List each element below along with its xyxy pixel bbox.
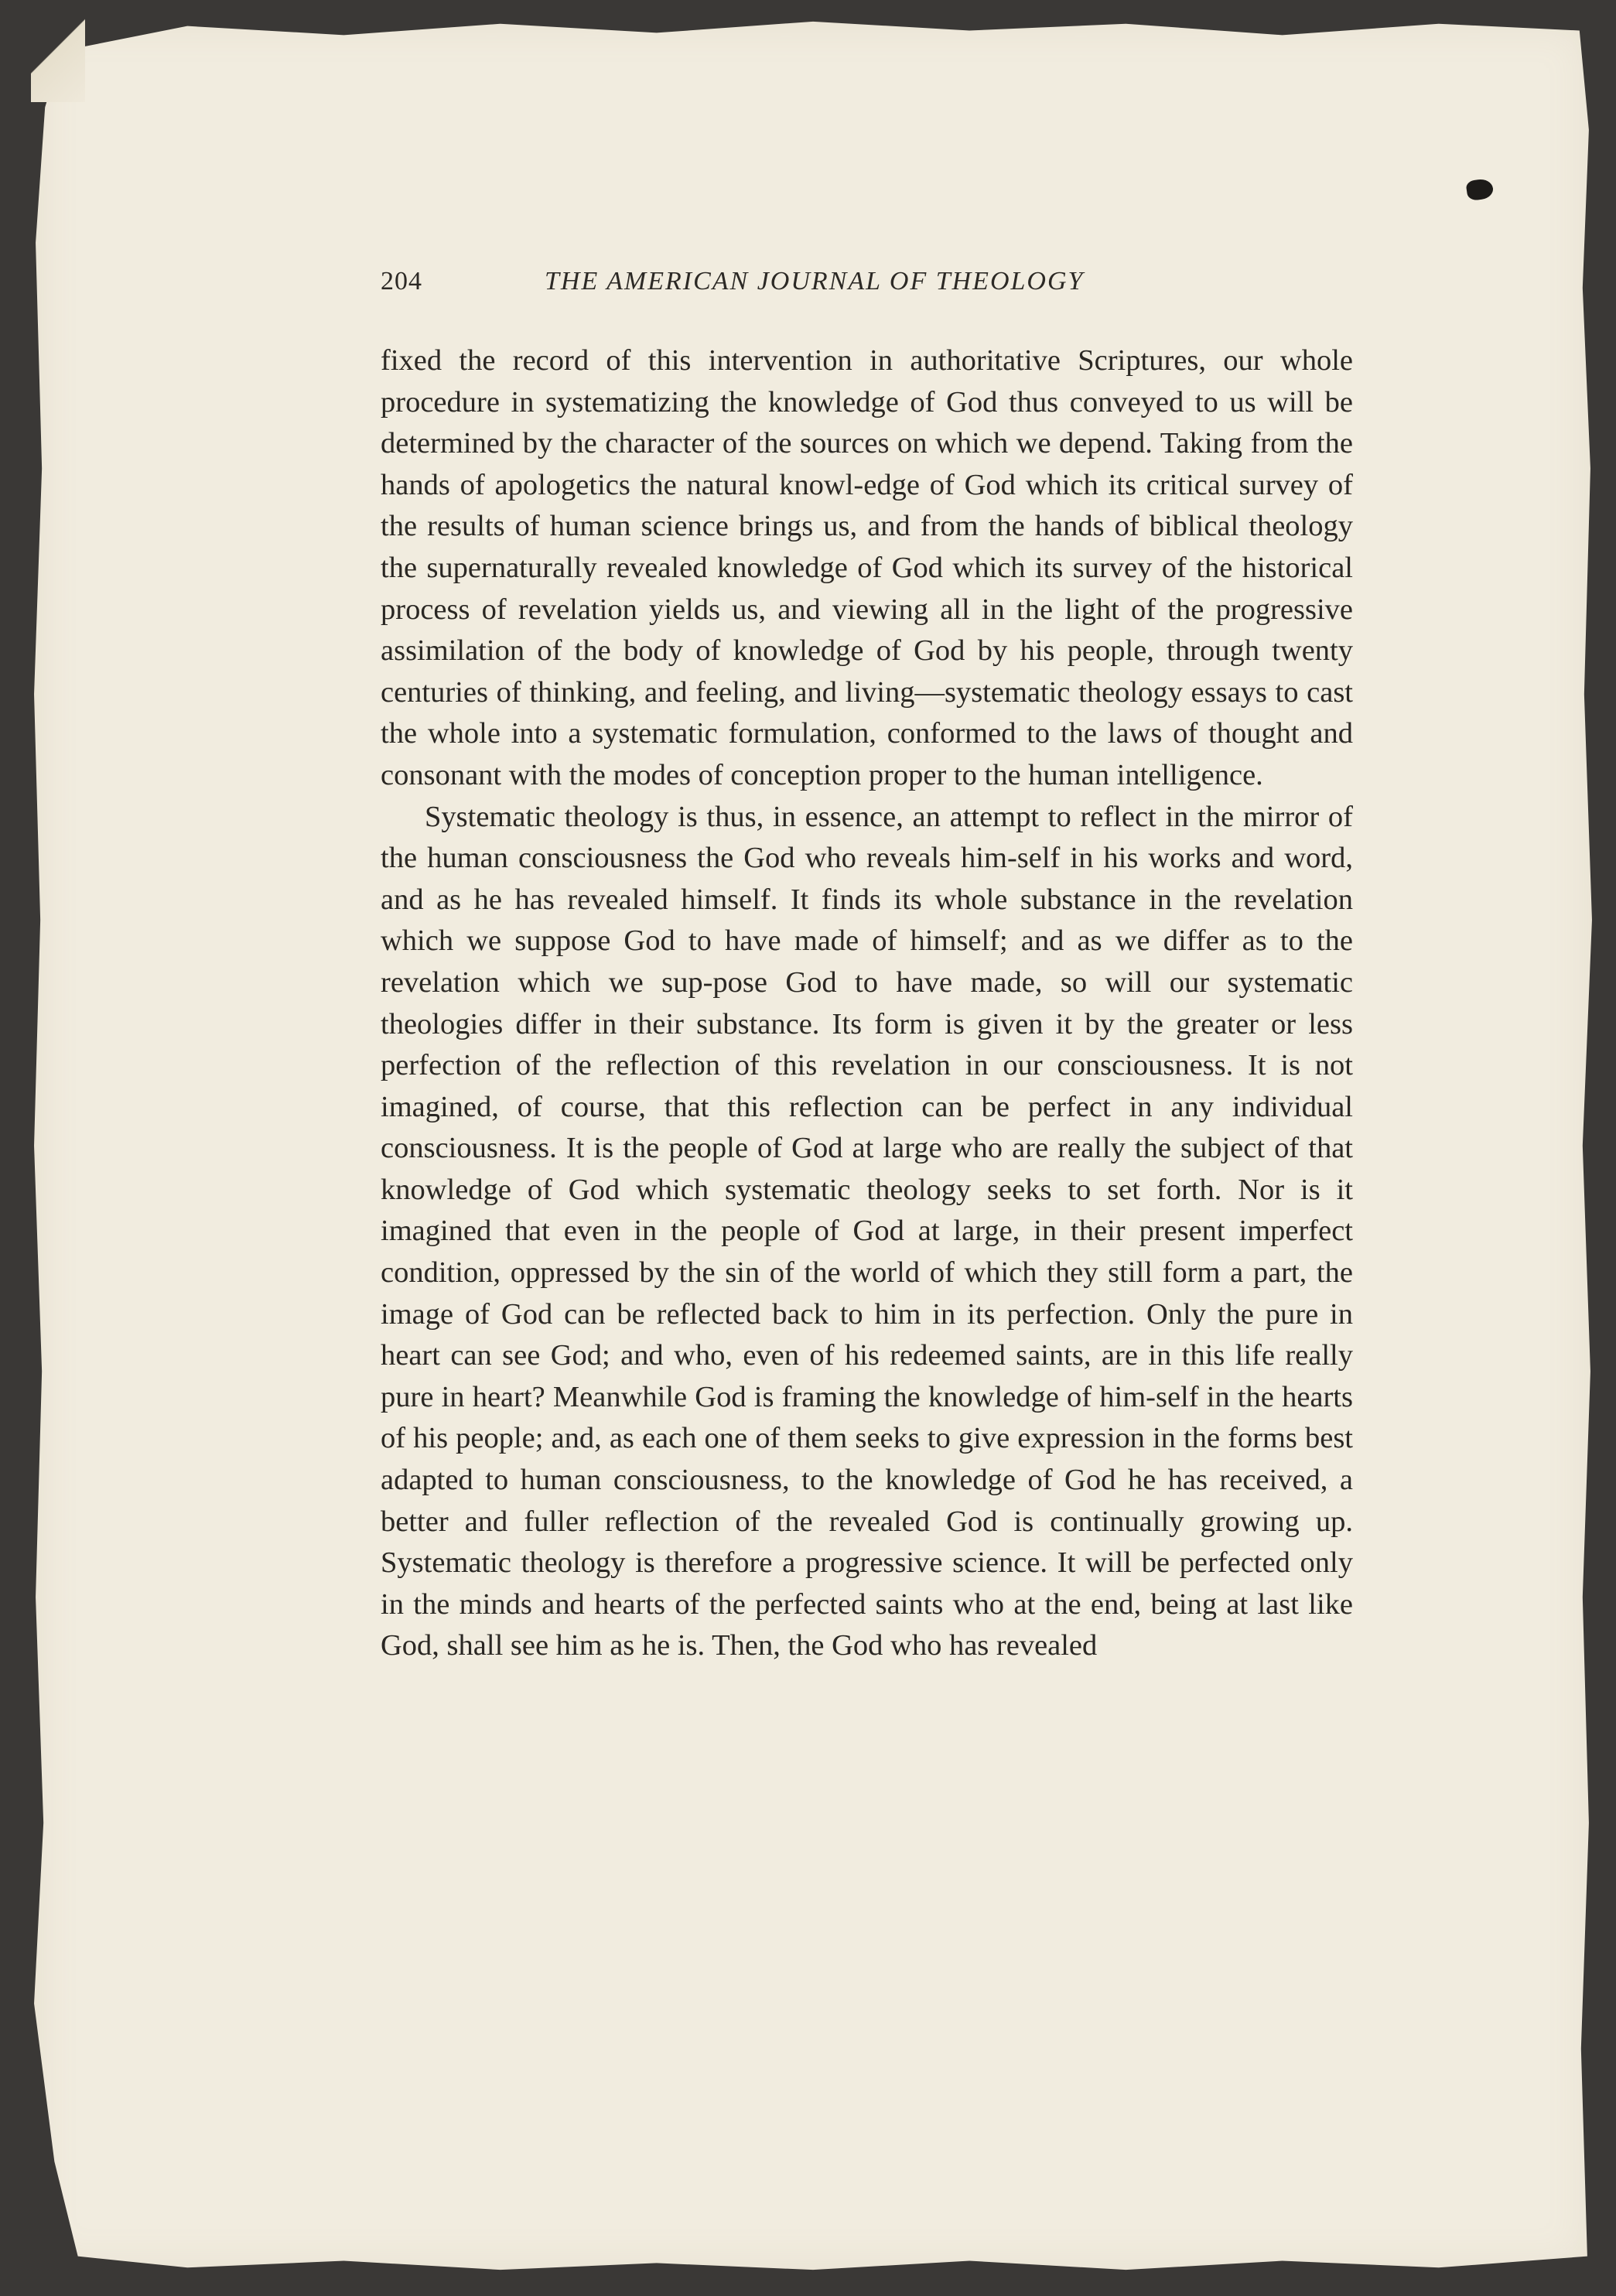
running-head	[381, 267, 1198, 306]
journal-title: THE AMERICAN JOURNAL OF THEOLOGY	[545, 267, 1085, 296]
paragraph-2: Systematic theology is thus, in essence, an attempt to reflect in the mirror of the human consciousness the God who reveals him-self in his works and word, and as he has revealed himself. It finds its whole substance in the revelation which we suppose God to have made of himself; and as we differ as to the revelation which we sup-pose God to have made, so will our systematic theologies differ in their substance. Its form is given it by the greater or less perfection of the reflection of this revelation in our consciousness. It is not imagined, of course, that this reflection can be perfect in any individual consciousness. It is the people of God at large who are really the subject of that knowledge of God which systematic theology seeks to set forth. Nor is it imagined that even in the people of God at large, in their present imperfect condition, oppressed by the sin of the world of which they still form a part, the image of God can be reflected back to him in its perfection. Only the pure in heart can see God; and who, even of his redeemed saints, are in this life really pure in heart? Meanwhile God is framing the knowledge of him-self in the hearts of his people; and, as each one of them seeks to give expression in the forms best adapted to human consciousness, to the knowledge of God he has received, a better and fuller reflection of the revealed God is continually growing up. Systematic theology is therefore a progressive science. It will be perfected only in the minds and hearts of the perfected saints who at the end, being at last like God, shall see him as he is. Then, the God who has revealed	[381, 800, 1353, 1662]
torn-corner	[31, 17, 85, 102]
body-text	[381, 340, 1353, 1667]
page-number: 204	[381, 267, 422, 296]
paragraph-1: fixed the record of this intervention in authoritative Scriptures, our whole procedure in systematizing the knowledge of God thus conveyed to us will be determined by the character of the sources on which we depend. Taking from the hands of apologetics the natural knowl-edge of God which its critical survey of the results of human science brings us, and from the hands of biblical theology the supernaturally revealed knowledge of God which its survey of the historical process of revelation yields us, and viewing all in the light of the progressive assimilation of the body of knowledge of God by his people, through twenty centuries of thinking, and feeling, and living—systematic theology essays to cast the whole into a systematic formulation, conformed to the laws of thought and consonant with the modes of conception proper to the human intelligence.	[381, 344, 1353, 791]
